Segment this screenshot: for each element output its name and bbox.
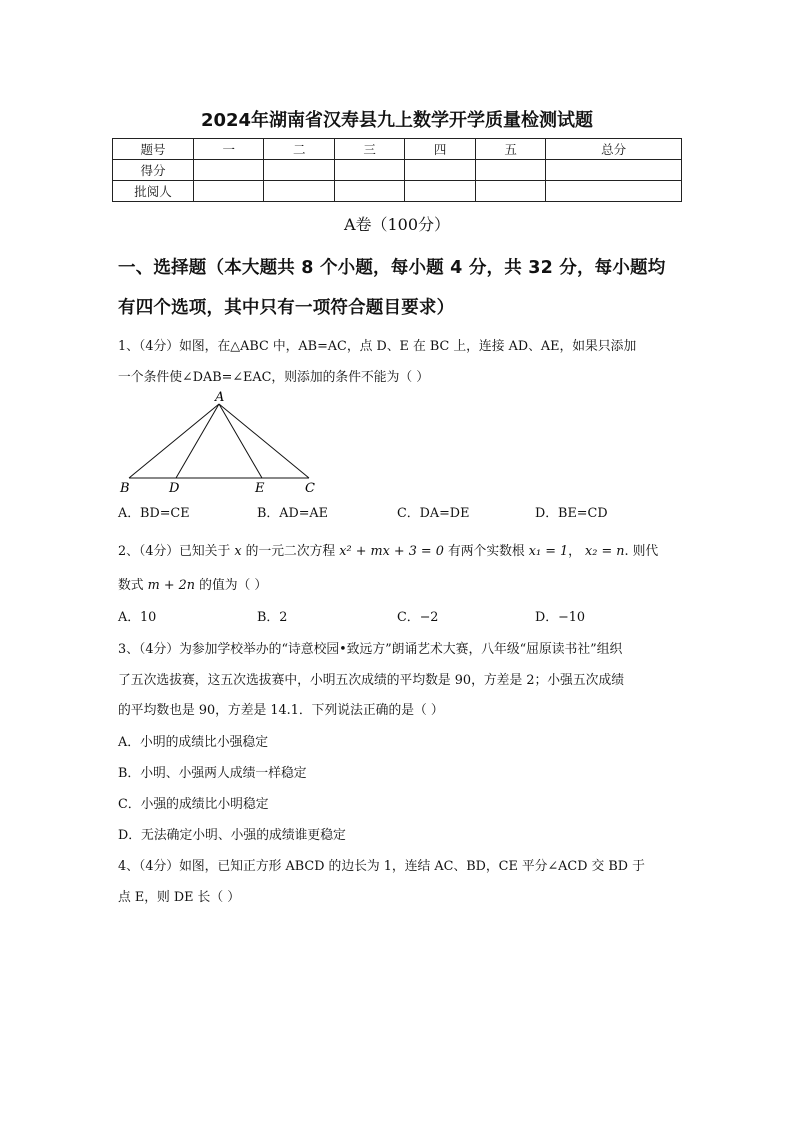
section-a-heading: A卷（100分） (343, 215, 451, 234)
table-cell: 二 (264, 139, 334, 160)
label-e: E (255, 481, 265, 496)
q1-text-line1: 1、（4分）如图，在△ABC 中，AB=AC，点 D、E 在 BC 上，连接 AD、AE，如果只添加 (118, 339, 637, 354)
label-d: D (169, 481, 180, 496)
table-cell (194, 160, 264, 181)
page-title: 2024年湖南省汉寿县九上数学开学质量检测试题 (200, 110, 594, 131)
q2-mid1: 的一元二次方程 (245, 544, 336, 559)
part1-heading-line1: 一、选择题（本大题共 8 个小题，每小题 4 分，共 32 分，每小题均 (118, 258, 666, 278)
table-cell (546, 181, 682, 202)
table-cell: 五 (475, 139, 545, 160)
q3-text-line1: 3、（4分）为参加学校举办的“诗意校园•致远方”朗诵艺术大赛，八年级“屈原读书社”组织 (118, 642, 623, 657)
table-cell: 三 (334, 139, 404, 160)
q3-option-a: A．小明的成绩比小强稳定 (118, 735, 269, 750)
table-cell (475, 181, 545, 202)
q3-option-c: C．小强的成绩比小明稳定 (118, 797, 269, 812)
q4-text-line2: 点 E，则 DE 长（ ） (118, 890, 240, 905)
label-b: B (120, 481, 130, 496)
triangle-figure (112, 386, 327, 496)
q1-text-line2: 一个条件使∠DAB=∠EAC，则添加的条件不能为（ ） (118, 370, 430, 385)
segment-ae (219, 404, 262, 478)
table-cell (405, 181, 475, 202)
segment-ac (219, 404, 309, 478)
table-cell: 得分 (113, 160, 194, 181)
q2-sep: ， (568, 544, 581, 559)
q3-option-d: D．无法确定小明、小强的成绩谁更稳定 (118, 828, 346, 843)
table-cell (546, 160, 682, 181)
table-cell (334, 181, 404, 202)
table-cell: 题号 (113, 139, 194, 160)
q2-root2: x₂ = n (585, 544, 625, 559)
q4-text-line1: 4、（4分）如图，已知正方形 ABCD 的边长为 1，连结 AC、BD，CE 平分∠ACD 交 BD 于 (118, 859, 645, 874)
table-cell (334, 160, 404, 181)
q3-option-b: B．小明、小强两人成绩一样稳定 (118, 766, 307, 781)
label-a: A (215, 390, 225, 405)
q1-option-c: C．DA=DE (397, 506, 470, 521)
q2-mid2: 有两个实数根 (447, 544, 525, 559)
q2-text-line2 (118, 574, 688, 593)
q3-text-line3: 的平均数也是 90，方差是 14.1．下列说法正确的是（ ） (118, 703, 444, 718)
q2-suffix: . 则代 (624, 544, 659, 559)
part1-heading-line2: 有四个选项，其中只有一项符合题目要求） (118, 298, 455, 318)
q2-prefix: 2、（4分）已知关于 (118, 544, 231, 559)
table-cell (194, 181, 264, 202)
q3-text-line2: 了五次选拔赛，这五次选拔赛中，小明五次成绩的平均数是 90，方差是 2；小强五次成绩 (118, 673, 625, 688)
q2-option-c: C．−2 (397, 610, 439, 625)
table-cell: 总分 (546, 139, 682, 160)
q2-line2-prefix: 数式 (118, 578, 144, 593)
score-table-header-row (113, 139, 682, 160)
q2-option-b: B．2 (257, 610, 288, 625)
q2-option-a: A．10 (118, 610, 157, 625)
q2-text-line1 (118, 540, 688, 559)
q2-expression: m + 2n (147, 578, 196, 593)
q2-var-x: x (234, 544, 242, 559)
table-cell (405, 160, 475, 181)
table-cell (475, 160, 545, 181)
q1-option-b: B．AD=AE (257, 506, 329, 521)
q2-option-d: D．−10 (535, 610, 586, 625)
table-cell: 一 (194, 139, 264, 160)
q2-line2-suffix: 的值为（ ） (199, 578, 268, 593)
q2-equation: x² + mx + 3 = 0 (339, 544, 444, 559)
score-table-row (113, 181, 682, 202)
segment-ad (176, 404, 219, 478)
segment-ab (129, 404, 219, 478)
q1-option-d: D．BE=CD (535, 506, 608, 521)
table-cell: 批阅人 (113, 181, 194, 202)
table-cell: 四 (405, 139, 475, 160)
q2-root1: x₁ = 1 (528, 544, 569, 559)
score-table-row (113, 160, 682, 181)
q1-option-a: A．BD=CE (118, 506, 190, 521)
table-cell (264, 181, 334, 202)
score-table (112, 138, 682, 202)
table-cell (264, 160, 334, 181)
label-c: C (305, 481, 315, 496)
